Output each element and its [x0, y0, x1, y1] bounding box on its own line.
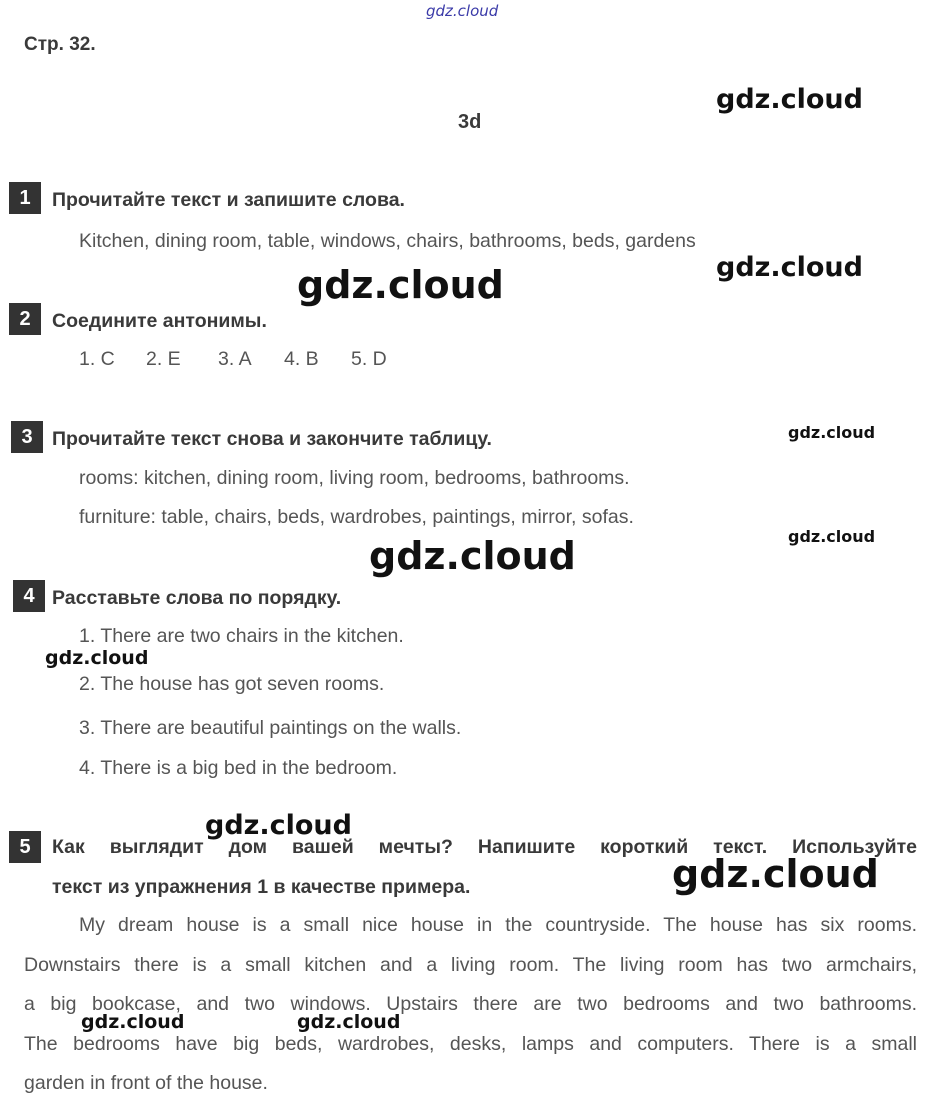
watermark: gdz.cloud — [716, 84, 863, 115]
exercise-4-line: 3. There are beautiful paintings on the walls. — [79, 717, 462, 739]
watermark: gdz.cloud — [788, 527, 876, 546]
paragraph-line: a big bookcase, and two windows. Upstairs there are two bedrooms and two bathrooms. — [24, 993, 917, 1015]
paragraph-line: My dream house is a small nice house in the countryside. The house has six rooms. — [79, 914, 917, 936]
top-watermark: gdz.cloud — [426, 2, 499, 20]
paragraph-line: The bedrooms have big beds, wardrobes, desks, lamps and computers. There is a small — [24, 1032, 917, 1055]
exercise-1-number: 1 — [9, 182, 41, 214]
exercise-3-line: rooms: kitchen, dining room, living room, bedrooms, bathrooms. — [79, 467, 630, 489]
exercise-3-title: Прочитайте текст снова и закончите таблицу. — [52, 428, 492, 450]
page-number: Стр. 32. — [24, 34, 96, 55]
exercise-5-title-line2: текст из упражнения 1 в качестве примера. — [52, 876, 471, 898]
watermark: gdz.cloud — [205, 810, 352, 841]
exercise-1-title: Прочитайте текст и запишите слова. — [52, 189, 405, 211]
subsection-title: 3d — [458, 111, 482, 133]
exercise-4-line: 2. The house has got seven rooms. — [79, 673, 385, 695]
watermark: gdz.cloud — [672, 852, 879, 896]
exercise-5-title-line1: Как выглядит дом вашей мечты? Напишите короткий текст. Используйте — [52, 836, 917, 858]
paragraph-line: Downstairs there is a small kitchen and a living room. The living room has two armchairs, — [24, 953, 917, 976]
exercise-4-line: 4. There is a big bed in the bedroom. — [79, 757, 398, 779]
watermark: gdz.cloud — [369, 534, 576, 578]
paragraph-line: garden in front of the house. — [24, 1072, 268, 1094]
exercise-3-number: 3 — [11, 421, 43, 453]
watermark: gdz.cloud — [45, 647, 149, 669]
exercise-2-number: 2 — [9, 303, 41, 335]
watermark: gdz.cloud — [788, 423, 876, 442]
exercise-5-text — [24, 906, 917, 1104]
answer-item: 4. B — [284, 348, 319, 370]
watermark: gdz.cloud — [297, 263, 504, 307]
exercise-4-title: Расставьте слова по порядку. — [52, 587, 342, 609]
exercise-2-title: Соедините антонимы. — [52, 310, 267, 332]
exercise-4-line: 1. There are two chairs in the kitchen. — [79, 625, 404, 647]
exercise-3-line: furniture: table, chairs, beds, wardrobes, paintings, mirror, sofas. — [79, 506, 634, 528]
answer-item: 1. C — [79, 348, 115, 370]
exercise-1-answer: Kitchen, dining room, table, windows, chairs, bathrooms, beds, gardens — [79, 230, 696, 252]
watermark: gdz.cloud — [716, 252, 863, 283]
answer-item: 2. E — [146, 348, 181, 370]
exercise-4-number: 4 — [13, 580, 45, 612]
exercise-5-number: 5 — [9, 831, 41, 863]
answer-item: 5. D — [351, 348, 387, 370]
answer-item: 3. A — [218, 348, 252, 370]
watermark: gdz.cloud — [297, 1011, 401, 1033]
watermark: gdz.cloud — [81, 1011, 185, 1033]
